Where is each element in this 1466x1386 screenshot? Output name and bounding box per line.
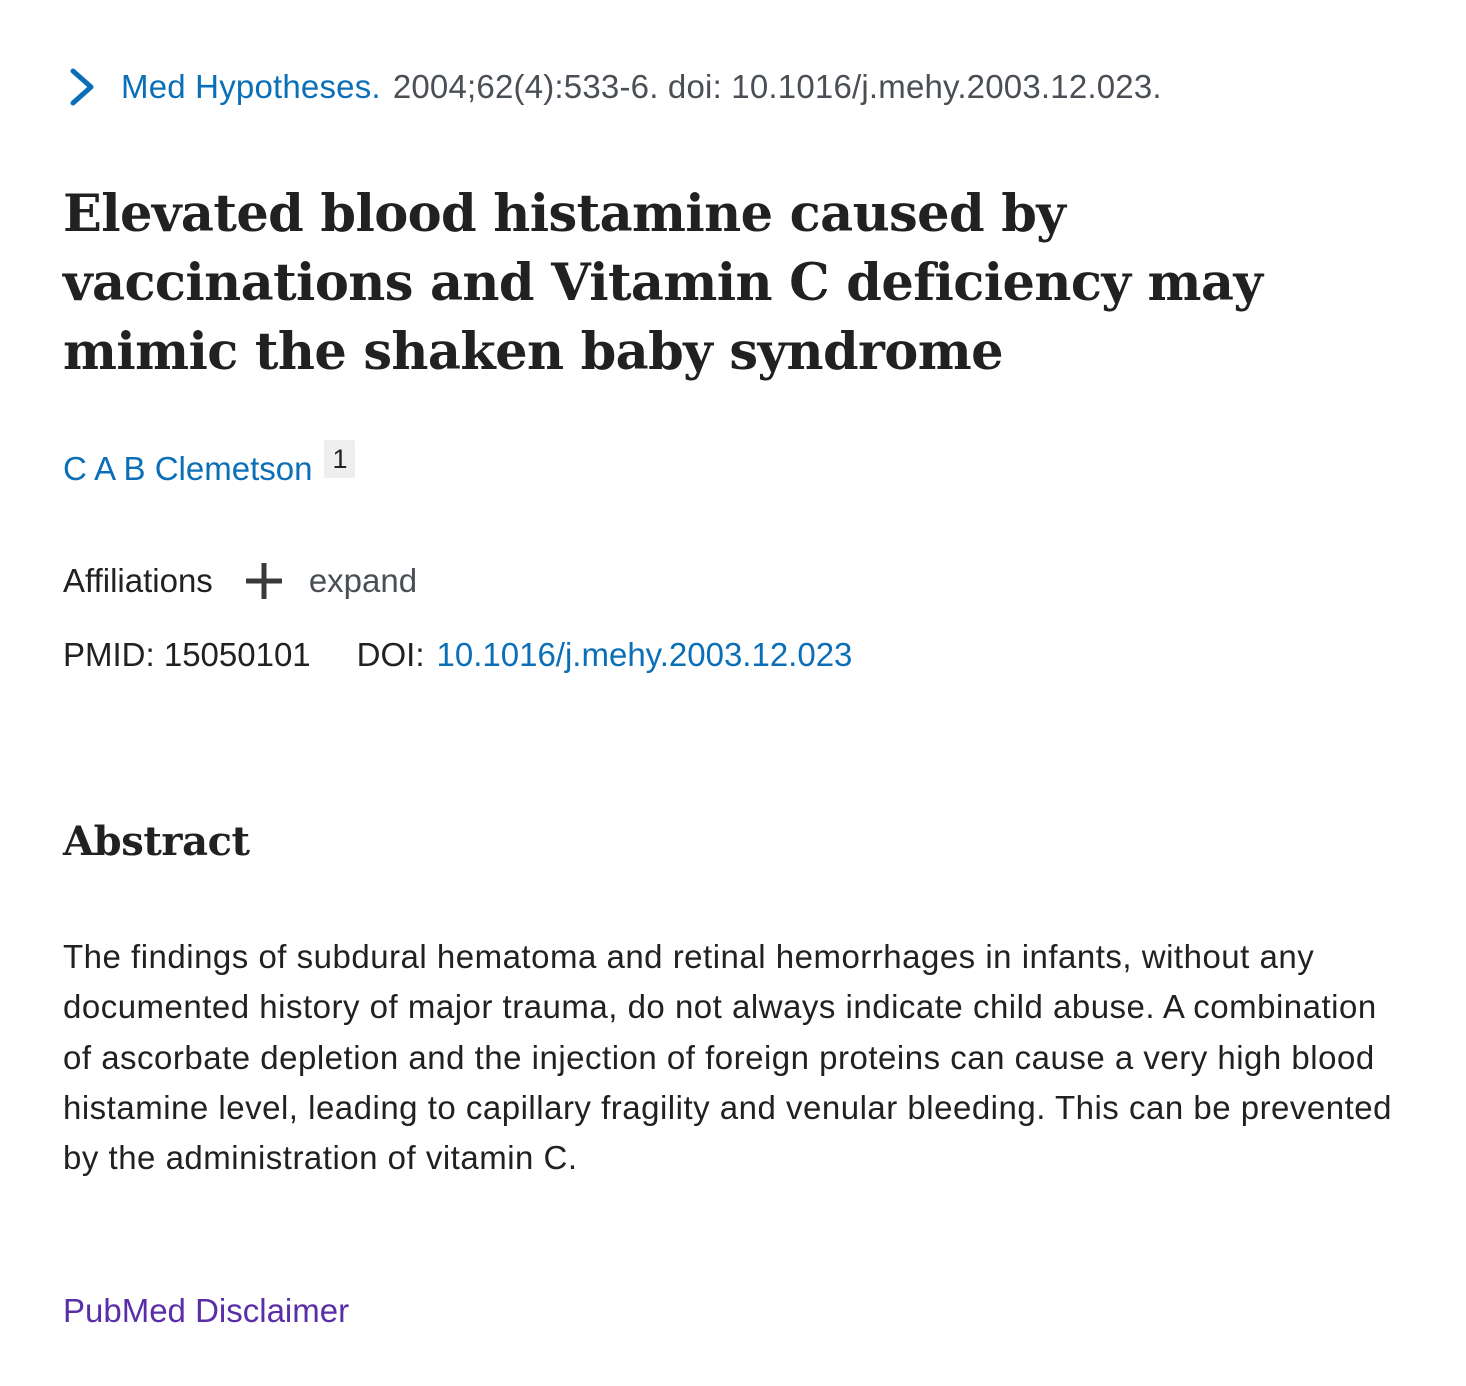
plus-icon — [243, 560, 285, 602]
citation-line — [63, 62, 1162, 112]
article-title: Elevated blood histamine caused by vaccinations and Vitamin C deficiency may mimic the shaken baby syndrome — [63, 184, 1263, 382]
affiliations-row — [63, 556, 417, 606]
affiliation-ref-badge[interactable]: 1 — [324, 440, 355, 478]
pmid-label: PMID: 15050101 — [63, 636, 311, 673]
identifiers-row — [63, 636, 852, 674]
author-link[interactable]: C A B Clemetson — [63, 450, 313, 487]
doi-link[interactable]: 10.1016/j.mehy.2003.12.023 — [436, 636, 853, 673]
pubmed-disclaimer-link[interactable]: PubMed Disclaimer — [63, 1292, 350, 1329]
doi-label: DOI: — [356, 636, 425, 673]
affiliations-label: Affiliations — [63, 562, 213, 599]
expand-label: expand — [308, 562, 418, 599]
citation-details: 2004;62(4):533-6. doi: 10.1016/j.mehy.2003.12.023. — [392, 68, 1162, 105]
abstract-heading: Abstract — [63, 818, 250, 865]
abstract-text: The findings of subdural hematoma and retinal hemorrhages in infants, without any documented history of major trauma, do not always indicate child abuse. A combination of ascorbate depletion and the injection of foreign proteins can cause a very high blood histamine level, leading to capillary fragility and venular bleeding. This can be prevented by the administration of vitamin C. — [63, 938, 1392, 1177]
chevron-right-icon[interactable] — [63, 65, 103, 109]
author-list — [63, 440, 355, 488]
expand-affiliations-button[interactable] — [243, 560, 417, 602]
journal-link[interactable]: Med Hypotheses. — [121, 68, 381, 105]
